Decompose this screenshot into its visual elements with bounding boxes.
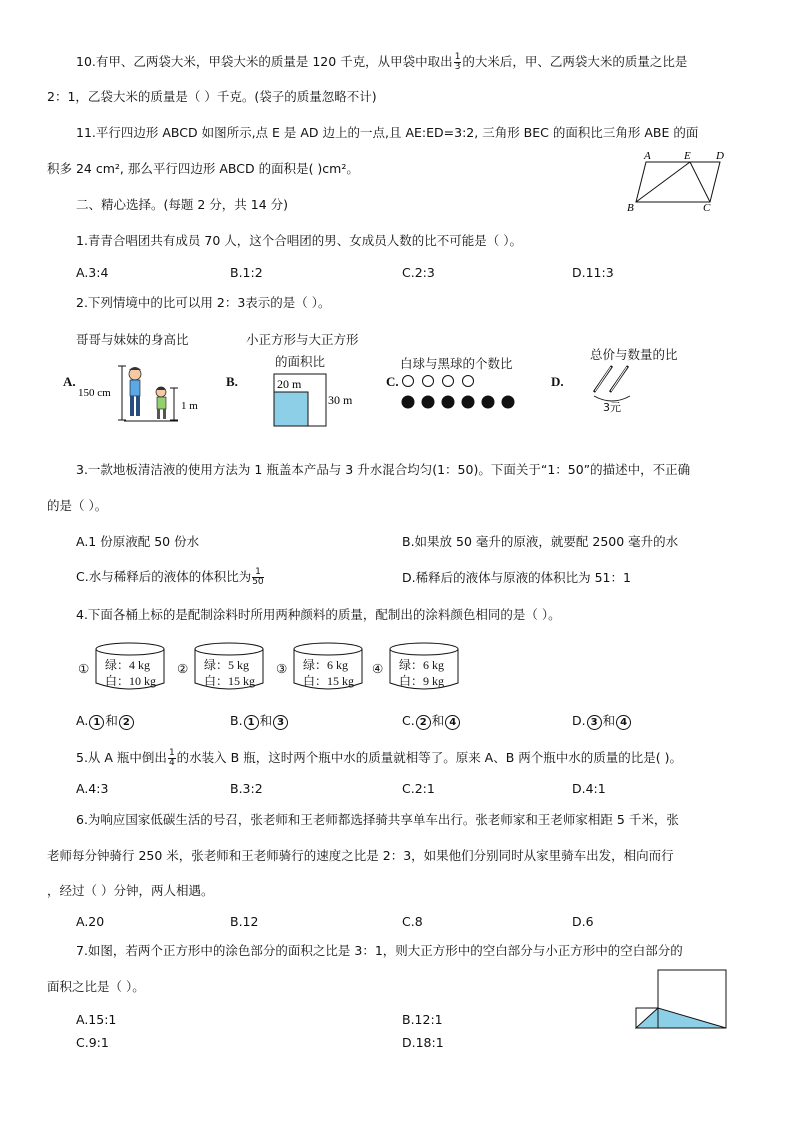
q4-option-c[interactable]: C. 2 和 4 [402,713,461,730]
siblings-figure [78,362,210,424]
bucket-4 [372,641,482,693]
q2-caption-c: 白球与黑球的个数比 [400,356,513,371]
q10-fraction: $\frac{1}{3}$ [454,52,461,72]
q6-line3: ，经过（ ）分钟，两人相遇。 [47,883,214,898]
q7-option-c[interactable]: C.9:1 [76,1035,109,1050]
q7-option-a[interactable]: A.15:1 [76,1012,117,1027]
bucket-1 [78,641,188,693]
label-a: A [644,150,651,162]
q2-caption-b1: 小正方形与大正方形 [246,332,359,347]
q2-option-a[interactable]: A. [63,374,76,389]
bucket-2-green: 绿：5 kg [204,658,250,672]
squares-figure [272,370,372,428]
label-c: C [703,202,711,213]
bucket-1-green: 绿：4 kg [105,658,151,672]
bucket-3-white: 白：15 kg [303,674,355,688]
q3-option-c-text: C.水与稀释后的液体的体积比为 [76,569,252,584]
squares-shaded-figure [632,968,730,1032]
q5-stem: 5.从 A 瓶中倒出 $\frac{1}{4}$ 的水装入 B 瓶，这时两个瓶中水的质量就相等了。原来 A、B 两个瓶中水的质量的比是( )。 [76,748,682,768]
q1-option-d[interactable]: D.11:3 [572,265,614,280]
q5-option-c[interactable]: C.2:1 [402,781,435,796]
label-d: D [716,150,724,162]
bucket-2-number: ② [177,661,189,676]
q1-stem: 1.青青合唱团共有成员 70 人，这个合唱团的男、女成员人数的比不可能是（ ）。 [76,233,523,248]
q1-option-b[interactable]: B.1:2 [230,265,263,280]
q1-option-a[interactable]: A.3:4 [76,265,109,280]
q3-line1: 3.一款地板清洁液的使用方法为 1 瓶盖本产品与 3 升水混合均匀(1：50)。下面关于“1：50”的描述中，不正确 [76,462,691,477]
q1-option-c[interactable]: C.2:3 [402,265,435,280]
height-small-label: 1 m [181,400,198,412]
height-big-label: 150 cm [78,387,111,399]
bucket-1-number: ① [78,661,90,676]
q6-option-a[interactable]: A.20 [76,914,105,929]
q3-line2: 的是（ ）。 [47,498,108,513]
q4-stem: 4.下面各桶上标的是配制涂料时所用两种颜料的质量，配制出的涂料颜色相同的是（ ）。 [76,607,561,622]
bucket-3-number: ③ [276,661,288,676]
bucket-2-white: 白：15 kg [204,674,256,688]
q10-text-a: 10.有甲、乙两袋大米，甲袋大米的质量是 120 千克，从甲袋中取出 [76,54,453,69]
q10-line2: 2：1，乙袋大米的质量是（ ）千克。(袋子的质量忽略不计) [47,89,377,104]
bucket-1-white: 白：10 kg [105,674,157,688]
q2-option-b[interactable]: B. [226,374,238,389]
bucket-4-white: 白：9 kg [399,674,445,688]
q6-option-c[interactable]: C.8 [402,914,423,929]
label-b: B [627,202,634,213]
bucket-4-number: ④ [372,661,384,676]
q4-option-b[interactable]: B. 1 和 3 [230,713,289,730]
q3-option-a[interactable]: A.1 份原液配 50 份水 [76,534,200,549]
price-label: 3元 [603,401,621,414]
q2-caption-a: 哥哥与妹妹的身高比 [76,332,189,347]
q7-line1: 7.如图，若两个正方形中的涂色部分的面积之比是 3：1，则大正方形中的空白部分与小正方形中的空白部分的 [76,943,683,958]
q5-option-b[interactable]: B.3:2 [230,781,263,796]
q6-option-b[interactable]: B.12 [230,914,259,929]
q2-option-d[interactable]: D. [551,374,564,389]
small-square-label: 20 m [277,377,302,391]
q11-line1: 11.平行四边形 ABCD 如图所示,点 E 是 AD 边上的一点,且 AE:ED=3:2, 三角形 BEC 的面积比三角形 ABE 的面 [76,125,699,140]
q2-option-c[interactable]: C. [386,374,399,389]
q5-option-d[interactable]: D.4:1 [572,781,606,796]
q3-option-d[interactable]: D.稀释后的液体与原液的体积比为 51：1 [402,570,631,585]
q3-option-c[interactable] [76,568,265,587]
q2-stem: 2.下列情境中的比可以用 2：3表示的是（ ）。 [76,295,331,310]
q3-option-c-fraction: $\frac{1}{50}$ [252,567,264,587]
q6-option-d[interactable]: D.6 [572,914,594,929]
parallelogram-figure [624,147,734,213]
q5-fraction: $\frac{1}{4}$ [168,748,175,768]
bucket-4-green: 绿：6 kg [399,658,445,672]
balls-figure [398,372,520,412]
bucket-3 [276,641,386,693]
q10-line1 [76,53,687,72]
q7-line2: 面积之比是（ ）。 [47,979,145,994]
label-e: E [684,150,691,162]
q3-option-b[interactable]: B.如果放 50 毫升的原液，就要配 2500 毫升的水 [402,534,679,549]
q7-option-d[interactable]: D.18:1 [402,1035,444,1050]
q4-option-d[interactable]: D. 3 和 4 [572,713,632,730]
q6-line2: 老师每分钟骑行 250 米，张老师和王老师骑行的速度之比是 2：3，如果他们分别同时从家里骑车出发，相向而行 [47,848,674,863]
q5-option-a[interactable]: A.4:3 [76,781,109,796]
q2-caption-b2: 的面积比 [275,354,326,369]
bucket-3-green: 绿：6 kg [303,658,349,672]
q10-text-b: 的大米后，甲、乙两袋大米的质量之比是 [462,54,688,69]
q2-caption-d: 总价与数量的比 [590,347,678,362]
q7-option-b[interactable]: B.12:1 [402,1012,443,1027]
section-title: 二、精心选择。(每题 2 分，共 14 分) [76,197,289,212]
q11-line2: 积多 24 cm², 那么平行四边形 ABCD 的面积是( )cm²。 [47,161,359,176]
bucket-2 [177,641,287,693]
q6-line1: 6.为响应国家低碳生活的号召，张老师和王老师都选择骑共享单车出行。张老师家和王老师家相距 5 千米，张 [76,812,679,827]
q4-option-a[interactable]: A. 1 和 2 [76,713,135,730]
big-square-label: 30 m [328,393,353,407]
